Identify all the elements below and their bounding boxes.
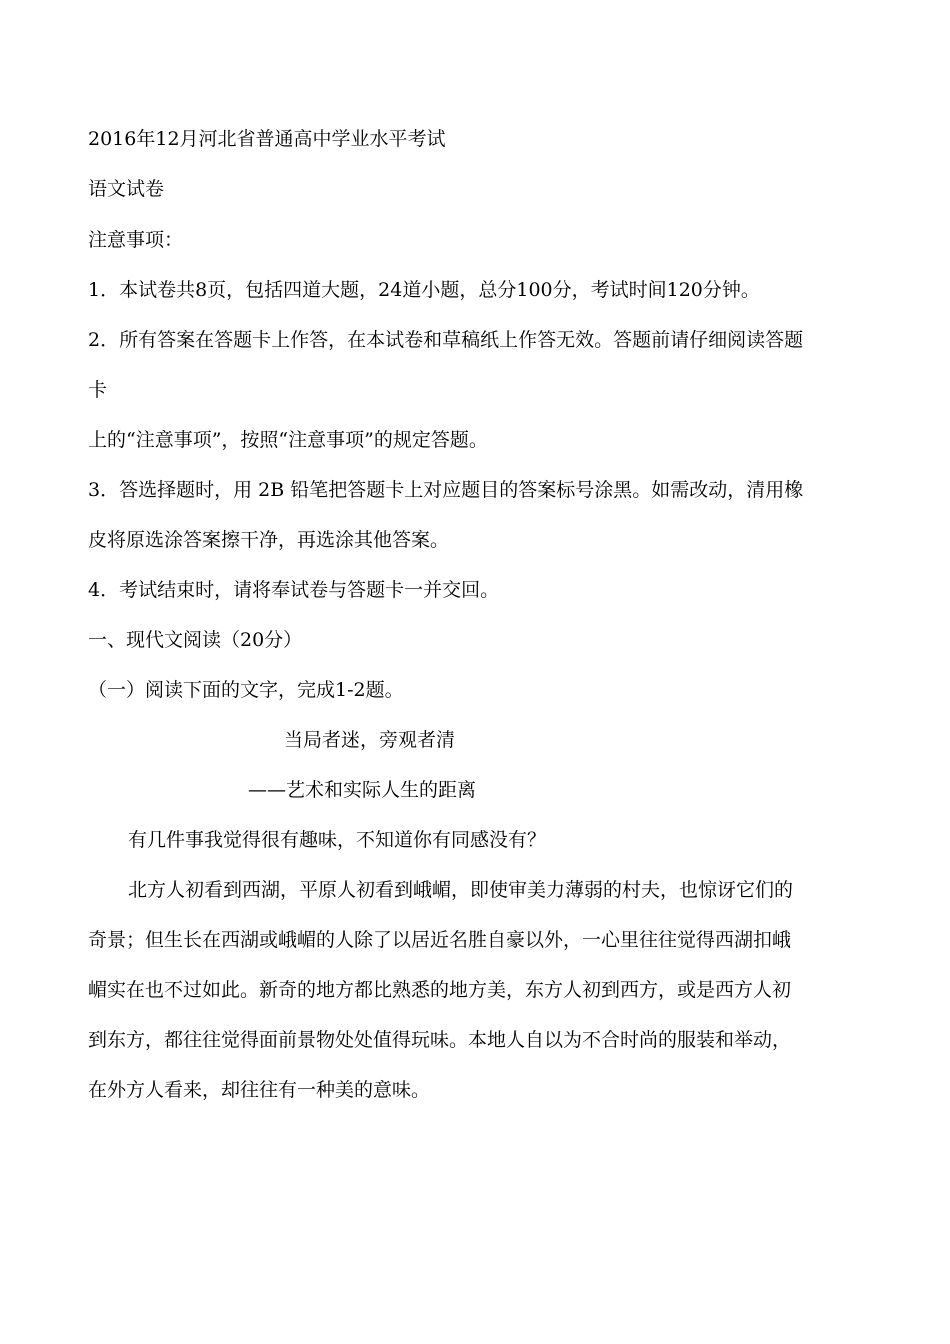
article-paragraph-2-line-1: 北方人初看到西湖，平原人初看到峨嵋，即使审美力薄弱的村夫，也惊讶它们的 <box>128 879 794 901</box>
article-paragraph-2-line-4: 到东方，都往往觉得面前景物处处值得玩味。本地人自以为不合时尚的服装和举动， <box>88 1029 792 1051</box>
section-heading: 一、现代文阅读（20分） <box>88 629 303 651</box>
notice-item-2: 2．所有答案在答题卡上作答，在本试卷和草稿纸上作答无效。答题前请仔细阅读答题 <box>88 329 804 351</box>
notice-item-4: 4．考试结束时，请将奉试卷与答题卡一并交回。 <box>88 579 500 601</box>
subject-title: 语文试卷 <box>88 178 165 200</box>
notice-item-2-cont2: 上的“注意事项”，按照“注意事项”的规定答题。 <box>88 429 488 451</box>
notice-item-2-cont: 卡 <box>88 379 108 401</box>
article-paragraph-1: 有几件事我觉得很有趣味，不知道你有同感没有？ <box>128 829 547 851</box>
notice-item-3-cont: 皮将原选涂答案擦干净，再选涂其他答案。 <box>88 529 450 551</box>
article-paragraph-2-line-5: 在外方人看来，却往往有一种美的意味。 <box>88 1079 431 1101</box>
article-paragraph-2-line-3: 嵋实在也不过如此。新奇的地方都比熟悉的地方美，东方人初到西方，或是西方人初 <box>88 979 792 1001</box>
article-paragraph-2-line-2: 奇景；但生长在西湖或峨嵋的人除了以居近名胜自豪以外，一心里往往觉得西湖扣峨 <box>88 929 792 951</box>
notice-item-3: 3．答选择题时，用 2B 铅笔把答题卡上对应题目的答案标号涂黑。如需改动，清用橡 <box>88 479 804 501</box>
article-subtitle: ——艺术和实际人生的距离 <box>248 779 477 801</box>
notice-heading: 注意事项： <box>88 229 184 251</box>
article-title: 当局者迷，旁观者清 <box>284 729 456 751</box>
notice-item-1: 1．本试卷共8页，包括四道大题，24道小题，总分100分，考试时间120分钟。 <box>88 279 760 301</box>
subsection-heading: （一）阅读下面的文字，完成1-2题。 <box>88 679 404 701</box>
exam-header: 2016年12月河北省普通高中学业水平考试 <box>88 128 446 150</box>
